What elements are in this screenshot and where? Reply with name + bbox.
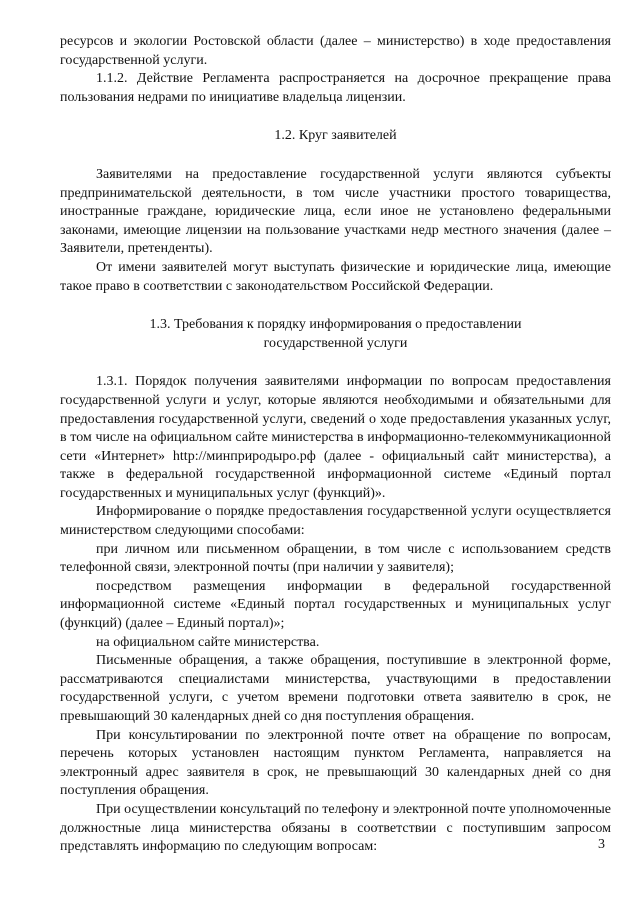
paragraph-1-3-1: 1.3.1. Порядок получения заявителями информации по вопросам предоставления государственной услуги и услуг, которые являются необходимыми и обязательными для предоставления государственной услуги, сведений о ходе предоставления указанных услуг, в том числе на официальном сайте министерства в информационно-телекоммуникационной сети «Интернет» http://минприродыро.рф (далее - официальный сайт министерства), а также в федеральной государственной информационной системе «Единый портал государственных и муниципальных услуг (функций)». <box>60 374 611 501</box>
spacer <box>60 146 611 166</box>
paragraph-federal-portal: посредством размещения информации в федеральной государственной информационной системе «Единый портал государственных и муниципальных услуг (функций) (далее – Единый портал)»; <box>60 578 611 632</box>
paragraph-informing: Информирование о порядке предоставления государственной услуги осуществляется министерством следующими способами: <box>60 504 611 539</box>
page-number: 3 <box>598 837 605 852</box>
section-heading-1-3-line-2: государственной услуги <box>263 335 408 351</box>
section-heading-1-2: 1.2. Круг заявителей <box>274 128 397 144</box>
document-page <box>60 33 611 857</box>
paragraph-written-requests: Письменные обращения, а также обращения, поступившие в электронной форме, рассматриваются специалистами министерства, участвующими в предоставлении государственной услуги, с учетом времени подготовки ответа заявителю в срок, не превышающий 30 календарных дней со дня поступления обращения. <box>60 653 611 724</box>
paragraph-email-consulting: При консультировании по электронной почте ответ на обращение по вопросам, перечень которых установлен настоящим пунктом Регламента, направляется на электронный адрес заявителя в срок, не превышающий 30 календарных дней со дня поступления обращения. <box>60 727 611 799</box>
section-heading-1-3-line-1: 1.3. Требования к порядку информирования о предоставлении <box>149 317 522 333</box>
paragraph-representatives: От имени заявителей могут выступать физические и юридические лица, имеющие такое право в соответствии с законодательством Российской Федерации. <box>60 259 611 294</box>
spacer <box>60 296 611 316</box>
spacer <box>60 353 611 373</box>
paragraph-continuation: ресурсов и экологии Ростовской области (далее – министерство) в ходе предоставления государственной услуги. <box>60 34 611 68</box>
paragraph-official-site: на официальном сайте министерства. <box>96 634 320 650</box>
paragraph-phone-consulting: При осуществлении консультаций по телефону и электронной почте уполномоченные должностные лица министерства обязаны в соответствии с поступившим запросом представлять информацию по следующим вопросам: <box>60 801 611 855</box>
paragraph-personal-request: при личном или письменном обращении, в том числе с использованием средств телефонной связи, электронной почты (при наличии у заявителя); <box>60 541 611 576</box>
section-heading-1-3 <box>60 316 611 353</box>
spacer <box>60 107 611 127</box>
paragraph-applicants: Заявителями на предоставление государственной услуги являются субъекты предпринимательской деятельности, в том числе участники простого товарищества, иностранные граждане, юридические лица, если иное не установлено федеральными законами, имеющие лицензии на пользование участками недр местного значения (далее – Заявители, претенденты). <box>60 166 611 257</box>
paragraph-1-1-2: 1.1.2. Действие Регламента распространяется на досрочное прекращение права пользования недрами по инициативе владельца лицензии. <box>60 71 611 105</box>
